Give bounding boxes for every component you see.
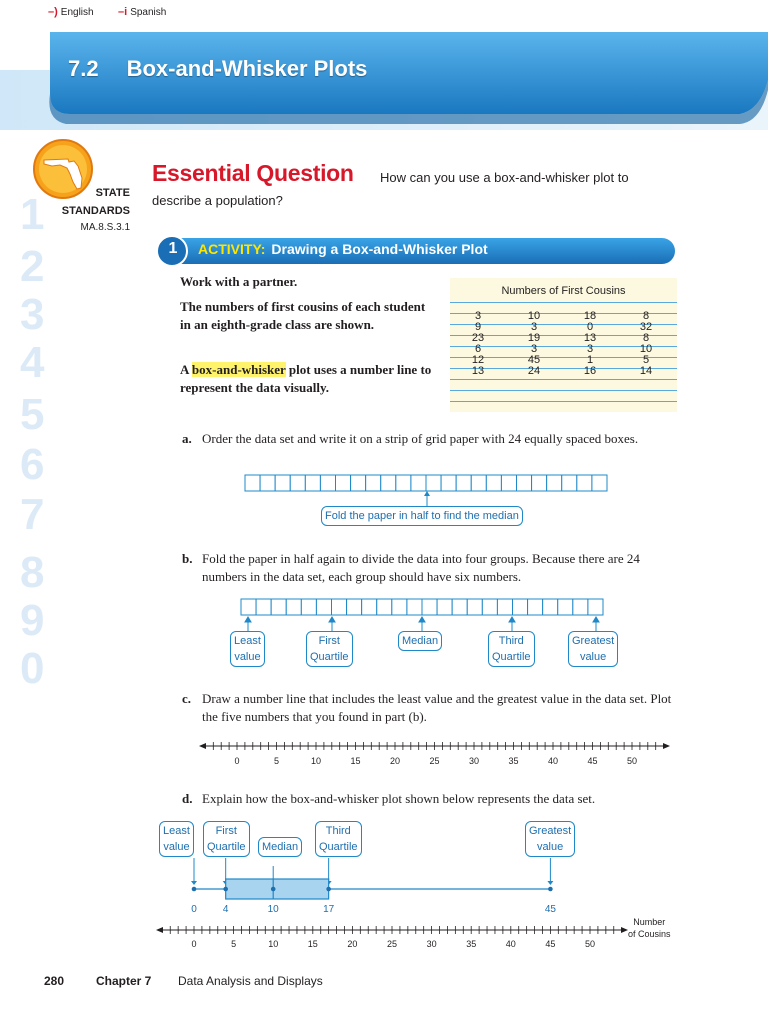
grid-box bbox=[486, 475, 501, 491]
first-quartile-callout bbox=[203, 821, 250, 857]
activity-title bbox=[198, 241, 488, 257]
callout-line: First bbox=[318, 635, 340, 647]
least-value-callout bbox=[159, 821, 194, 857]
lesson-name: Box-and-Whisker Plots bbox=[126, 56, 368, 81]
table-rule bbox=[450, 302, 677, 303]
spanish-label: Spanish bbox=[130, 6, 167, 18]
third-quartile-callout bbox=[315, 821, 362, 857]
callout-line: First bbox=[215, 825, 237, 837]
grid-box bbox=[366, 475, 381, 491]
grid-strip-boxes bbox=[245, 475, 607, 491]
grid-box bbox=[362, 599, 377, 615]
summary-point bbox=[326, 887, 331, 892]
margin-digit: 1 bbox=[20, 190, 45, 239]
table-cell: 13 bbox=[583, 332, 597, 344]
table-cell: 16 bbox=[583, 365, 597, 377]
part-text: Order the data set and write it on a strip of grid paper with 24 equally spaced boxes. bbox=[202, 431, 639, 446]
english-label: English bbox=[60, 6, 94, 18]
callout-line: value bbox=[163, 841, 190, 853]
definition-text: A bbox=[180, 362, 192, 377]
margin-digit: 6 bbox=[20, 440, 45, 489]
grid-box bbox=[467, 599, 482, 615]
least-value-callout bbox=[230, 631, 265, 667]
table-cell: 3 bbox=[586, 343, 594, 355]
grid-box bbox=[558, 599, 573, 615]
essential-question-text-continued: describe a population? bbox=[152, 193, 283, 208]
table-rule bbox=[450, 390, 677, 391]
margin-digit: 3 bbox=[20, 290, 45, 339]
state-standards-label bbox=[54, 184, 130, 220]
grid-box bbox=[290, 475, 305, 491]
summary-value-label: 4 bbox=[222, 904, 229, 915]
tick-label: 30 bbox=[426, 939, 437, 949]
table-cell: 3 bbox=[530, 321, 538, 333]
part-text: Draw a number line that includes the least value and the greatest value in the data set. Plot the five numbers that you found in part (b). bbox=[202, 691, 672, 724]
table-cell: 18 bbox=[583, 310, 597, 322]
margin-digit: 0 bbox=[20, 644, 45, 693]
grid-box bbox=[573, 599, 588, 615]
callout-line: Third bbox=[325, 825, 351, 837]
grid-box bbox=[301, 599, 316, 615]
callout-line: Quartile bbox=[319, 841, 358, 853]
part-letter: b. bbox=[182, 551, 193, 566]
tick-label: 20 bbox=[347, 939, 358, 949]
table-cell: 13 bbox=[471, 365, 485, 377]
cousins-data-table bbox=[450, 278, 677, 412]
part-a-question bbox=[182, 430, 682, 448]
spanish-audio-link[interactable] bbox=[118, 6, 166, 18]
median-callout bbox=[258, 837, 302, 857]
margin-digit: 2 bbox=[20, 242, 45, 291]
axis-arrow-left-icon bbox=[156, 927, 163, 933]
tick-label: 5 bbox=[231, 939, 237, 949]
grid-box bbox=[336, 475, 351, 491]
part-text: Fold the paper in half again to divide the data into four groups. Because there are 24 numbers in the data set, each group should have six numbers. bbox=[202, 551, 640, 584]
definition-text: plot uses a number line to represent the data visually. bbox=[180, 362, 432, 395]
summary-value-label: 45 bbox=[544, 904, 556, 915]
part-d-question bbox=[182, 790, 682, 808]
intro-paragraph: The numbers of first cousins of each student in an eighth-grade class are shown. bbox=[180, 299, 426, 332]
callout-line: value bbox=[536, 841, 564, 853]
table-cell: 19 bbox=[527, 332, 541, 344]
box-and-whisker-plot bbox=[150, 856, 690, 952]
quartile-box bbox=[226, 879, 329, 899]
grid-box bbox=[351, 475, 366, 491]
grid-box bbox=[271, 599, 286, 615]
callout-line: Greatest bbox=[572, 635, 615, 647]
vocab-term-highlight: box-and-whisker bbox=[191, 362, 286, 377]
part-text: Explain how the box-and-whisker plot shown below represents the data set. bbox=[202, 791, 596, 806]
table-cell: 14 bbox=[639, 365, 653, 377]
grid-box bbox=[396, 475, 411, 491]
tick-label: 10 bbox=[310, 756, 322, 766]
grid-strip-a bbox=[244, 474, 610, 508]
grid-box bbox=[275, 475, 290, 491]
summary-value-label: 0 bbox=[191, 904, 197, 915]
grid-box bbox=[305, 475, 320, 491]
callout-line: Quartile bbox=[310, 651, 349, 663]
summary-value-label: 17 bbox=[323, 904, 335, 915]
summary-value-label: 10 bbox=[267, 904, 279, 915]
tick-label: 5 bbox=[273, 756, 280, 766]
quartile-pointers bbox=[245, 617, 599, 632]
table-cell: 10 bbox=[639, 343, 653, 355]
grid-box bbox=[588, 599, 603, 615]
grid-box bbox=[241, 599, 256, 615]
table-title: Numbers of First Cousins bbox=[501, 285, 626, 297]
lesson-title bbox=[68, 56, 367, 82]
grid-box bbox=[543, 599, 558, 615]
table-cell: 0 bbox=[586, 321, 594, 333]
grid-box bbox=[260, 475, 275, 491]
grid-box bbox=[501, 475, 516, 491]
table-cell: 32 bbox=[639, 321, 653, 333]
table-cell: 9 bbox=[474, 321, 482, 333]
grid-box bbox=[426, 475, 441, 491]
table-cell: 3 bbox=[474, 310, 482, 322]
grid-box bbox=[513, 599, 528, 615]
essential-question-text: How can you use a box-and-whisker plot to bbox=[380, 170, 629, 185]
table-cell: 8 bbox=[642, 332, 650, 344]
grid-box bbox=[411, 475, 426, 491]
tick-label: 45 bbox=[587, 756, 598, 766]
number-line-c bbox=[196, 734, 676, 770]
grid-box bbox=[456, 475, 471, 491]
margin-digit: 4 bbox=[20, 338, 45, 387]
margin-digit: 9 bbox=[20, 596, 45, 645]
callout-line: Greatest bbox=[529, 825, 572, 837]
grid-box bbox=[256, 599, 271, 615]
callout-line: Quartile bbox=[207, 841, 246, 853]
chapter-label: Chapter 7 bbox=[96, 974, 152, 988]
state-label: STATE bbox=[95, 187, 130, 199]
activity-number: 1 bbox=[168, 240, 178, 257]
essential-question-heading: Essential Question bbox=[152, 160, 354, 186]
margin-digit: 8 bbox=[20, 548, 45, 597]
greatest-value-callout bbox=[525, 821, 575, 857]
tick-label: 0 bbox=[191, 939, 197, 949]
part-c-question bbox=[182, 690, 682, 726]
tick-label: 15 bbox=[307, 939, 318, 949]
table-cell: 45 bbox=[527, 354, 541, 366]
callout-line: Least bbox=[234, 635, 261, 647]
grid-strip-boxes bbox=[241, 599, 603, 615]
speaker-icon: –) bbox=[48, 6, 58, 18]
callout-line: Quartile bbox=[492, 651, 531, 663]
pointer-arrow-icon bbox=[547, 881, 553, 885]
chapter-title: Data Analysis and Displays bbox=[178, 974, 323, 988]
axis-title bbox=[628, 916, 671, 940]
tick-label: 45 bbox=[545, 939, 556, 949]
standards-label: STANDARDS bbox=[61, 205, 130, 217]
grid-box bbox=[517, 475, 532, 491]
callout-line: Median bbox=[402, 635, 439, 647]
grid-box bbox=[497, 599, 512, 615]
grid-box bbox=[437, 599, 452, 615]
callout-line: Median bbox=[262, 841, 299, 853]
table-cell: 5 bbox=[642, 354, 650, 366]
grid-box bbox=[482, 599, 497, 615]
grid-box bbox=[377, 599, 392, 615]
tick-label: 25 bbox=[429, 756, 440, 766]
part-letter: c. bbox=[182, 691, 192, 706]
callout-line: Third bbox=[498, 635, 524, 647]
table-cell: 3 bbox=[530, 343, 538, 355]
lesson-number: 7.2 bbox=[68, 56, 99, 81]
table-rule bbox=[450, 379, 677, 380]
third-quartile-callout bbox=[488, 631, 535, 667]
english-audio-link[interactable] bbox=[48, 6, 94, 18]
grid-box bbox=[528, 599, 543, 615]
grid-box bbox=[316, 599, 331, 615]
axis-arrow-right-icon bbox=[663, 743, 670, 749]
grid-box bbox=[286, 599, 301, 615]
table-cell: 24 bbox=[527, 365, 541, 377]
table-cell: 10 bbox=[527, 310, 541, 322]
axis-title-line: of Cousins bbox=[628, 929, 671, 939]
callout-line: value bbox=[234, 651, 261, 663]
standard-code: MA.8.S.3.1 bbox=[80, 222, 130, 233]
fold-median-callout: Fold the paper in half to find the median bbox=[321, 506, 523, 526]
summary-point bbox=[548, 887, 553, 892]
grid-box bbox=[577, 475, 592, 491]
activity-name: Drawing a Box-and-Whisker Plot bbox=[271, 241, 488, 257]
table-cell: 23 bbox=[471, 332, 485, 344]
axis-arrow-right-icon bbox=[621, 927, 628, 933]
tick-label: 10 bbox=[268, 939, 279, 949]
summary-point bbox=[223, 887, 228, 892]
table-cell: 12 bbox=[471, 354, 485, 366]
margin-digit: 5 bbox=[20, 390, 45, 439]
tick-label: 20 bbox=[389, 756, 401, 766]
fold-arrow-icon bbox=[424, 491, 430, 496]
table-row bbox=[450, 366, 677, 377]
speaker-icon: –i bbox=[118, 6, 128, 18]
grid-box bbox=[592, 475, 607, 491]
part-letter: a. bbox=[182, 431, 192, 446]
grid-box bbox=[245, 475, 260, 491]
part-letter: d. bbox=[182, 791, 193, 806]
pointer-arrow-icon bbox=[191, 881, 197, 885]
tick-label: 25 bbox=[386, 939, 398, 949]
grid-box bbox=[422, 599, 437, 615]
work-instruction: Work with a partner. bbox=[180, 274, 298, 289]
part-b-question bbox=[182, 550, 682, 586]
tick-label: 50 bbox=[584, 939, 596, 949]
page-number: 280 bbox=[44, 974, 65, 988]
median-callout bbox=[398, 631, 442, 651]
tick-label: 50 bbox=[626, 756, 638, 766]
first-quartile-callout bbox=[306, 631, 353, 667]
greatest-value-callout bbox=[568, 631, 618, 667]
axis-title-line: Number bbox=[633, 917, 666, 927]
tick-label: 15 bbox=[350, 756, 361, 766]
axis-arrow-left-icon bbox=[199, 743, 206, 749]
definition-paragraph bbox=[180, 361, 440, 397]
summary-point bbox=[192, 887, 197, 892]
grid-box bbox=[547, 475, 562, 491]
tick-label: 0 bbox=[234, 756, 240, 766]
tick-label: 35 bbox=[466, 939, 477, 949]
grid-box bbox=[471, 475, 486, 491]
activity-keyword: ACTIVITY: bbox=[198, 241, 266, 257]
grid-box bbox=[392, 599, 407, 615]
margin-digit-column bbox=[0, 150, 70, 710]
grid-box bbox=[441, 475, 456, 491]
margin-digit: 7 bbox=[20, 490, 45, 539]
grid-box bbox=[320, 475, 335, 491]
table-cell: 8 bbox=[642, 310, 650, 322]
tick-label: 30 bbox=[468, 756, 480, 766]
summary-point bbox=[271, 887, 276, 892]
table-cell: 1 bbox=[586, 354, 594, 366]
callout-line: Least bbox=[163, 825, 190, 837]
grid-box bbox=[332, 599, 347, 615]
callout-line: value bbox=[579, 651, 607, 663]
table-cell: 6 bbox=[474, 343, 482, 355]
grid-box bbox=[562, 475, 577, 491]
grid-box bbox=[452, 599, 467, 615]
grid-strip-b bbox=[240, 598, 606, 634]
tick-label: 40 bbox=[547, 756, 559, 766]
grid-box bbox=[407, 599, 422, 615]
grid-box bbox=[381, 475, 396, 491]
grid-box bbox=[347, 599, 362, 615]
grid-box bbox=[532, 475, 547, 491]
table-rule bbox=[450, 401, 677, 402]
tick-label: 35 bbox=[508, 756, 519, 766]
tick-label: 40 bbox=[505, 939, 516, 949]
